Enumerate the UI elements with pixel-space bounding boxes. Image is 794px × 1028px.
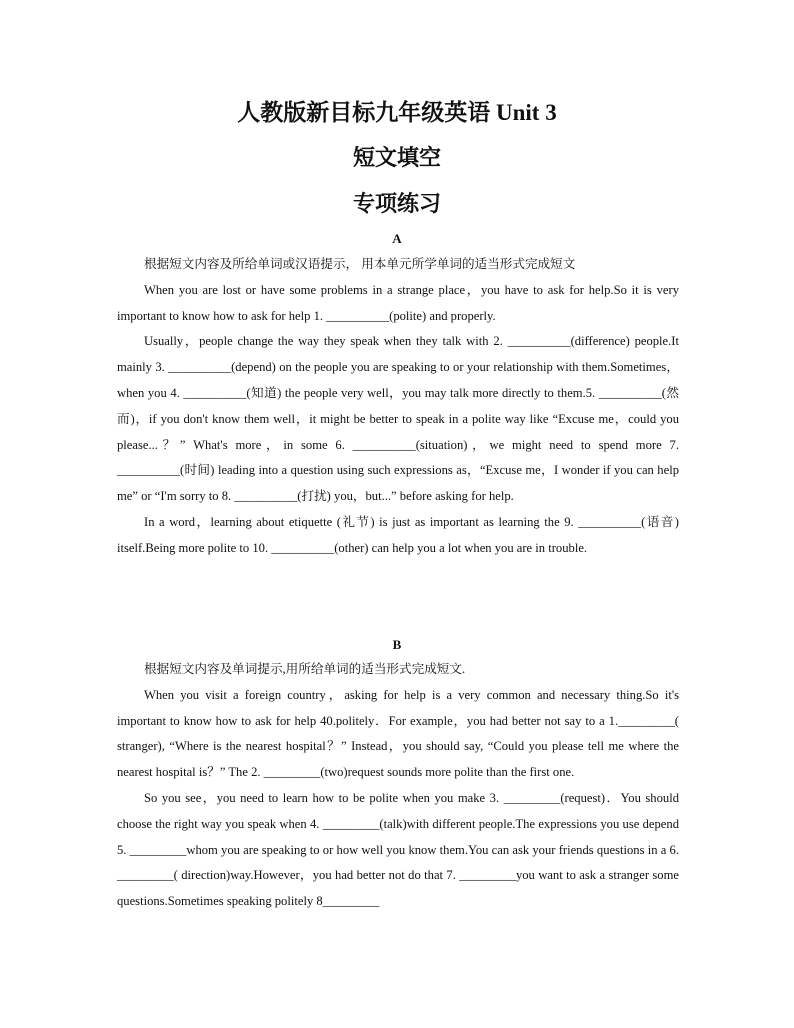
section-b-paragraph-2: So you see，you need to learn how to be polite when you make 3. _________(request)．You should choose the right way you speak when 4. _________(talk)with different people.The expressions you use depend 5. _________whom you are speaking to or how well you know them.You can ask your friends questions in a 6. _________( direction)way.However，you had better not do that 7. _________you want to ask a stranger some questions.Sometimes speaking politely 8_________: [117, 790, 679, 909]
section-b-label: B: [392, 637, 402, 652]
section-b-paragraph-1: When you visit a foreign country，asking for help is a very common and necessary thing.So it's important to know how to ask for help 40.politely．For example，you had better not say to a 1._________( stranger), “Where is the nearest hospital？” Instead，you should say, “Could you please tell me where the nearest hospital is？” The 2. _________(two)request sounds more polite than the first one.: [117, 687, 679, 780]
section-a-label: A: [392, 231, 402, 246]
section-b-instruction: 根据短文内容及单词提示,用所给单词的适当形式完成短文.: [144, 662, 466, 676]
section-a-paragraph-3: In a word，learning about etiquette (礼节) is just as important as learning the 9. __________(语音) itself.Being more polite to 10. __________(other) can help you a lot when you are in trouble.: [117, 514, 679, 555]
section-a-instruction: 根据短文内容及所给单词或汉语提示， 用本单元所学单词的适当形式完成短文: [144, 257, 576, 271]
section-a-paragraph-2: Usually，people change the way they speak when they talk with 2. __________(difference) people.It mainly 3. __________(depend) on the people you are speaking to or your relationship with them.Sometimes，when you 4. __________(知道) the people very well，you may talk more directly to them.5. __________(然而)，if you don't know them well，it might be better to speak in a polite way like “Excuse me，could you please...？” What's more，in some 6. __________(situation)，we might need to spend more 7. __________(时间) leading into a question using such expressions as，“Excuse me，I wonder if you can help me” or “I'm sorry to 8. __________(打扰) you，but...” before asking for help.: [117, 334, 679, 504]
document-subtitle: 短文填空: [352, 145, 441, 170]
section-b-body: [117, 657, 679, 915]
document-title: 人教版新目标九年级英语 Unit 3: [237, 100, 557, 125]
section-a-paragraph-1: When you are lost or have some problems in a strange place，you have to ask for help.So it is very important to know how to ask for help 1. __________(polite) and properly.: [117, 282, 679, 323]
section-a-body: [117, 252, 679, 562]
document-subtitle-practice: 专项练习: [352, 191, 441, 216]
